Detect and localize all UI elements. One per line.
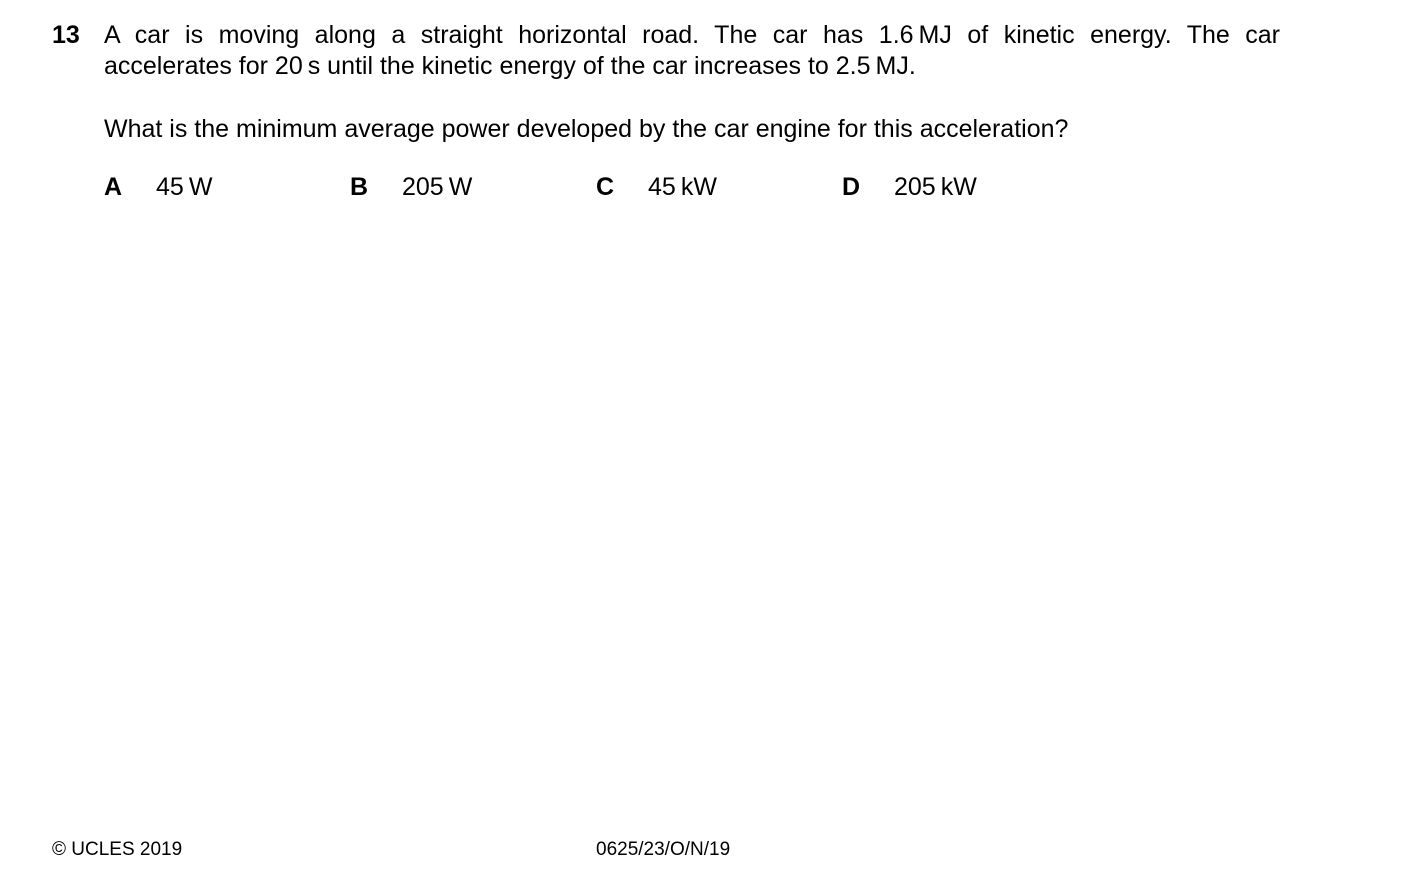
option-c bbox=[596, 172, 717, 203]
option-a bbox=[104, 172, 212, 203]
option-text: 205 kW bbox=[894, 173, 977, 201]
copyright-notice: © UCLES 2019 bbox=[52, 839, 183, 860]
paper-code: 0625/23/O/N/19 bbox=[596, 839, 731, 860]
answer-options bbox=[104, 172, 1204, 203]
option-letter: B bbox=[350, 173, 369, 201]
option-text: 45 W bbox=[156, 173, 213, 201]
option-letter: D bbox=[842, 173, 861, 201]
option-text: 205 W bbox=[402, 173, 473, 201]
question-stem bbox=[104, 20, 1280, 82]
question-prompt: What is the minimum average power developed by the car engine for this acceleration? bbox=[104, 115, 1069, 143]
option-d bbox=[842, 172, 977, 203]
question-stem-line-1: A car is moving along a straight horizontal road. The car has 1.6 MJ of kinetic energy. The car bbox=[104, 21, 1280, 49]
option-letter: C bbox=[596, 173, 615, 201]
question-number: 13 bbox=[52, 21, 80, 49]
option-letter: A bbox=[104, 173, 123, 201]
question-stem-line-2: accelerates for 20 s until the kinetic energy of the car increases to 2.5 MJ. bbox=[104, 52, 916, 80]
option-text: 45 kW bbox=[648, 173, 717, 201]
option-b bbox=[350, 172, 472, 203]
